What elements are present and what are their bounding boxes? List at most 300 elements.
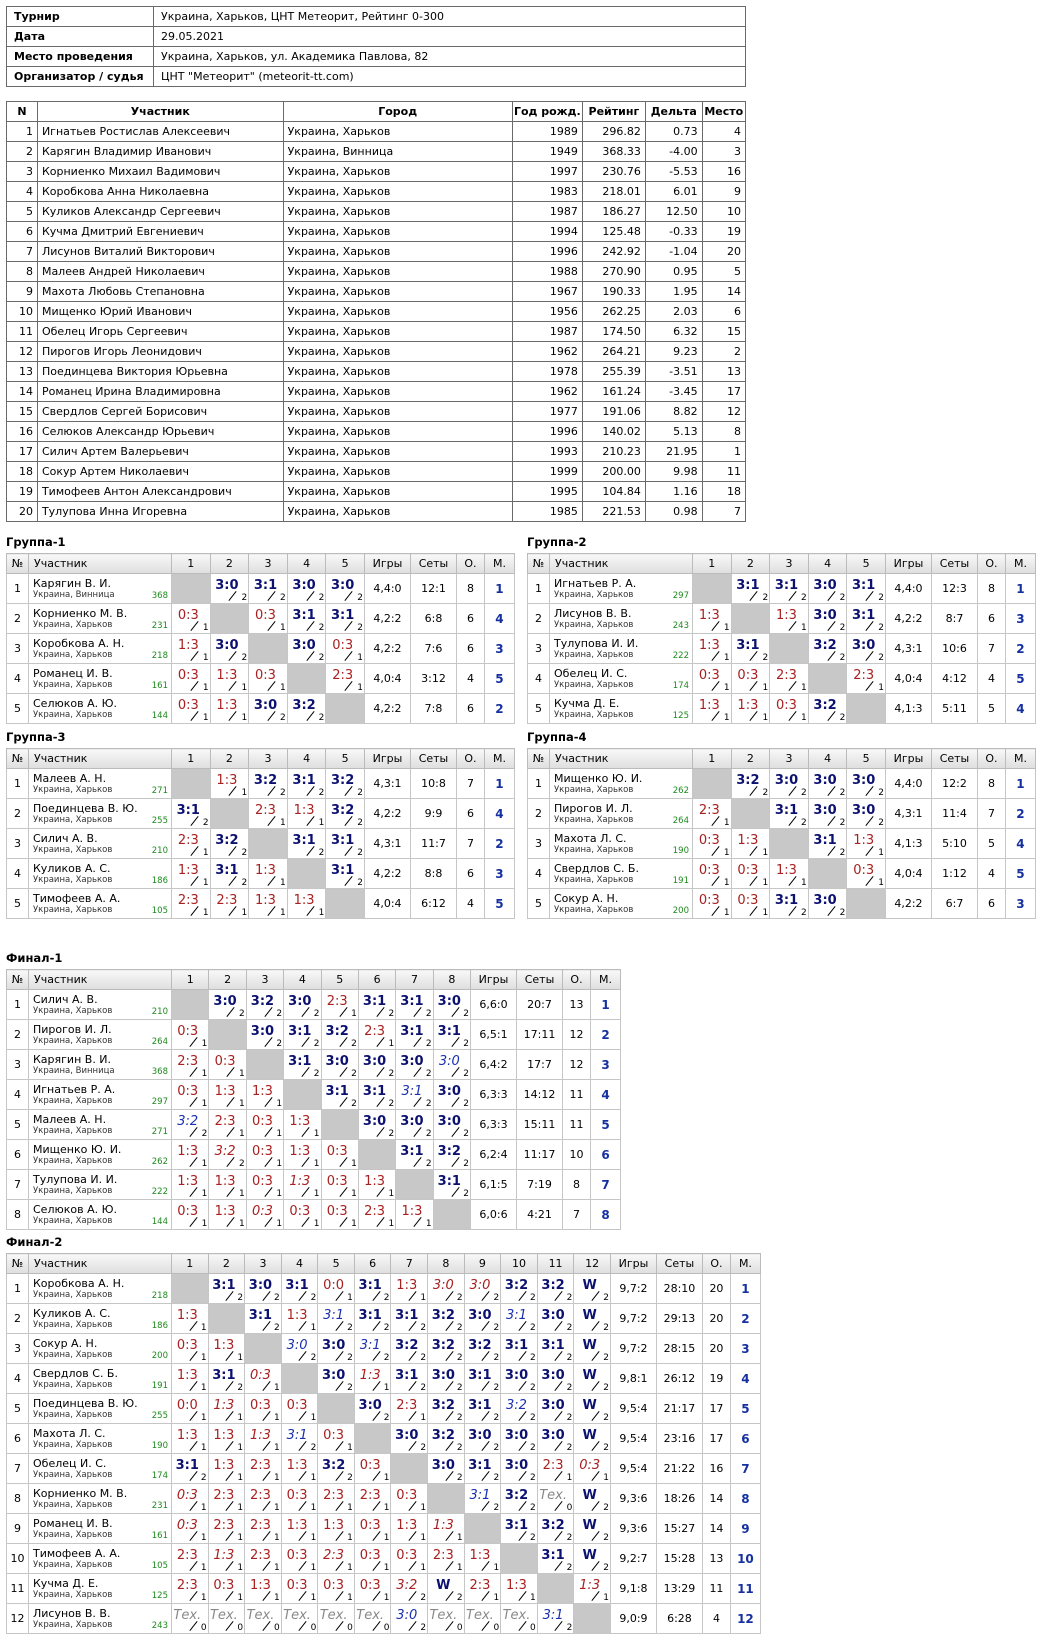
match-result [249,770,287,798]
match-result-cell [464,1394,501,1424]
match-score: 1:3 [737,832,759,848]
match-result [574,1485,610,1513]
match-points: 2 [463,1038,469,1049]
player-name: Малеев А. Н. [33,772,107,785]
match-points: 1 [237,1562,244,1573]
place-cell: 1 [1005,574,1035,604]
row-number: 9 [7,1514,29,1544]
match-points: 2 [351,1098,357,1109]
match-score: 3:2 [321,1457,346,1473]
match-result-cell [246,1140,283,1170]
match-score: 3:2 [506,1397,527,1413]
match-points: 1 [357,682,363,693]
player-rating: 125 [672,711,689,721]
games-cell: 9,7:2 [610,1304,656,1334]
match-score: 0:3 [698,667,720,683]
match-result [326,575,364,603]
match-result [355,1605,391,1633]
table-cell: Украина, Харьков [283,162,512,182]
match-points: 2 [420,1322,427,1333]
player-cell [550,799,693,829]
player-cell [29,1424,172,1454]
match-score: 1:3 [213,1337,235,1353]
match-result-cell [354,1304,391,1334]
match-result-cell [318,1304,355,1334]
points-cell: 6 [977,889,1005,919]
match-points: 2 [347,1472,353,1483]
self-cell [391,1454,428,1484]
match-result-cell [428,1304,465,1334]
match-result-cell [537,1454,574,1484]
table-row [7,222,746,242]
match-score: 0:3 [359,1577,381,1593]
match-result-cell [209,1170,246,1200]
match-result [396,1201,432,1229]
table-cell: 15 [702,322,745,342]
match-result [574,1365,610,1393]
place-cell: 2 [730,1304,760,1334]
match-points: 1 [420,1532,427,1543]
match-result-cell [245,1544,282,1574]
match-result [209,1141,245,1169]
match-points: 1 [241,712,248,723]
match-result-cell [391,1304,428,1334]
table-cell: 1962 [512,382,582,402]
row-number: 2 [7,1020,29,1050]
match-result [211,860,249,888]
match-points: 2 [280,712,286,723]
match-result [172,1201,208,1229]
row-number: 1 [7,990,29,1020]
match-result-cell [464,1274,501,1304]
table-row [7,382,746,402]
match-result [391,1425,427,1453]
match-result [245,1365,281,1393]
table-cell: 12 [7,342,38,362]
table-row [7,362,746,382]
match-points: 2 [318,652,325,663]
row-number: 3 [7,829,29,859]
match-result-cell [172,829,211,859]
points-cell: 8 [977,574,1005,604]
match-score: 2:3 [396,1397,418,1413]
row-number: 7 [7,1454,29,1484]
match-result-cell [501,1364,538,1394]
match-points: 2 [566,1322,573,1333]
column-header: 7 [391,1254,428,1274]
match-points: 0 [274,1622,280,1633]
column-header: Сеты [410,554,456,574]
match-points: 2 [310,1292,317,1303]
self-cell [464,1514,501,1544]
match-result [172,1575,208,1603]
match-points: 1 [241,907,248,918]
match-score: 3:1 [286,1427,308,1443]
match-result [288,830,326,858]
match-score: 3:0 [431,1367,455,1383]
column-header: Участник [29,554,172,574]
table-cell: 1996 [512,242,582,262]
match-points: 1 [200,1412,207,1423]
match-result [322,1141,358,1169]
match-points: 2 [276,1038,283,1049]
table-cell: Малеев Андрей Николаевич [37,262,283,282]
match-points: 2 [425,1098,432,1109]
match-points: 1 [383,1562,390,1573]
match-result-cell [318,1574,355,1604]
match-result [318,1485,354,1513]
match-score: Тех. [209,1607,238,1623]
match-result-cell [245,1514,282,1544]
match-result-cell [847,664,886,694]
match-score: 3:1 [774,577,799,593]
player-cell [550,859,693,889]
player-city: Украина, Харьков [33,1320,113,1330]
match-result [538,1485,574,1513]
table-row [528,859,1036,889]
match-result [538,1305,574,1333]
match-points: 2 [388,1068,395,1079]
match-points: 2 [357,817,363,828]
self-cell [210,604,249,634]
match-result-cell [574,1454,611,1484]
points-cell: 14 [702,1484,730,1514]
match-result-cell [396,1200,433,1230]
column-header: 1 [172,554,211,574]
match-result [809,830,847,858]
match-result-cell [693,829,732,859]
player-rating: 264 [151,1037,168,1047]
match-result [391,1605,427,1633]
table-cell: 125.48 [582,222,645,242]
match-result [247,991,283,1019]
match-result [355,1545,391,1573]
games-cell: 6,3:3 [471,1110,517,1140]
match-points: 1 [347,1502,353,1513]
player-cell [29,1394,172,1424]
match-result [770,575,808,603]
match-result [732,695,770,723]
games-cell: 9,7:2 [610,1274,656,1304]
match-result-cell [172,1334,209,1364]
table-row [7,1604,761,1634]
player-rating: 222 [151,1187,168,1197]
match-points: 2 [603,1502,609,1513]
player-name: Силич А. В. [33,993,98,1006]
match-score: 0:0 [176,1397,198,1413]
table-cell: 5 [702,262,745,282]
table-cell: 10 [7,302,38,322]
player-city: Украина, Харьков [33,1006,113,1016]
match-score: 3:1 [176,802,200,818]
table-row [7,1020,621,1050]
match-result [770,800,808,828]
match-score: 3:0 [468,1307,492,1323]
table-row [7,1544,761,1574]
player-rating: 191 [672,876,689,886]
column-header: 5 [326,749,365,769]
match-result [809,635,847,663]
match-score: 0:3 [737,862,759,878]
match-score: 0:3 [359,1457,381,1473]
column-header: 12 [574,1254,611,1274]
match-result-cell [172,694,211,724]
match-points: 2 [801,907,807,918]
match-score: 3:1 [331,607,355,623]
match-result-cell [354,1394,391,1424]
table-cell: 19 [7,482,38,502]
match-result [209,1275,245,1303]
row-number: 3 [7,1050,29,1080]
match-score: 3:2 [431,1307,455,1323]
table-cell: 242.92 [582,242,645,262]
match-points: 1 [239,1218,245,1229]
match-score: 3:2 [813,637,837,653]
sets-cell: 8:8 [410,859,456,889]
player-cell [550,769,693,799]
match-result [245,1455,281,1483]
table-cell: Романец Ирина Владимировна [37,382,283,402]
match-result-cell [326,769,365,799]
match-score: 3:2 [813,697,837,713]
match-result-cell [172,1110,209,1140]
table-cell: -3.51 [645,362,702,382]
match-points: 2 [237,1382,244,1393]
match-score: Тех. [429,1607,458,1623]
match-result [172,800,210,828]
match-points: 1 [310,1592,317,1603]
match-points: 1 [878,847,884,858]
match-score: 1:3 [177,637,199,653]
match-points: 2 [456,1412,463,1423]
match-points: 1 [351,1158,357,1169]
match-points: 1 [239,1188,245,1199]
place-cell: 3 [484,859,514,889]
match-score: 0:3 [698,892,720,908]
player-name: Игнатьев Р. А. [554,577,637,590]
match-result-cell [245,1274,282,1304]
match-points: 2 [239,1008,245,1019]
match-result-cell [574,1574,611,1604]
match-result [538,1605,574,1633]
match-result-cell [433,1020,470,1050]
match-result-cell [396,990,433,1020]
player-city: Украина, Харьков [33,1186,113,1196]
match-score: 3:0 [541,1367,565,1383]
match-result [172,860,210,888]
player-name: Лисунов В. В. [33,1607,111,1620]
table-cell: Мищенко Юрий Иванович [37,302,283,322]
match-points: 0 [310,1622,317,1633]
table-cell: 4 [7,182,38,202]
match-result [693,665,731,693]
match-score: 1:3 [286,1457,308,1473]
sets-cell: 6:7 [931,889,977,919]
column-header: 4 [808,749,847,769]
table-cell: 218.01 [582,182,645,202]
table-cell: 2 [702,342,745,362]
player-cell [29,829,172,859]
column-header: 4 [281,1254,318,1274]
player-city: Украина, Харьков [33,650,113,660]
match-points: 1 [723,847,730,858]
player-cell [550,664,693,694]
match-score: 1:3 [364,1173,386,1189]
match-points: 1 [313,1218,320,1229]
match-result [465,1275,501,1303]
table-cell: 6.32 [645,322,702,342]
match-result-cell [693,664,732,694]
column-header: 8 [428,1254,465,1274]
games-cell: 6,5:1 [471,1020,517,1050]
sets-cell: 18:26 [656,1484,702,1514]
table-cell: 262.25 [582,302,645,322]
match-score: 0:3 [176,1517,198,1533]
match-result [501,1575,537,1603]
table-row [7,769,515,799]
table-row [7,1424,761,1454]
column-header: 7 [396,970,433,990]
match-score: 1:3 [176,1427,198,1443]
match-result [428,1515,464,1543]
player-rating: 218 [151,651,168,661]
match-result [209,1201,245,1229]
match-points: 1 [237,1412,244,1423]
match-result [396,1111,432,1139]
match-result [574,1575,610,1603]
player-rating: 125 [151,1591,168,1601]
match-result [245,1305,281,1333]
player-cell [29,799,172,829]
match-score: W [582,1307,597,1323]
match-result-cell [246,1080,283,1110]
match-result-cell [731,889,770,919]
match-result-cell [287,574,326,604]
match-points: 2 [839,622,846,633]
match-points: 1 [280,682,286,693]
player-cell [29,990,172,1020]
self-cell [731,799,770,829]
games-cell: 4,1:3 [885,694,931,724]
match-result [322,1051,358,1079]
table-cell: Украина, Харьков [283,402,512,422]
match-result-cell [847,604,886,634]
match-result-cell [574,1394,611,1424]
match-score: 3:1 [253,577,278,593]
table-cell: -0.33 [645,222,702,242]
match-points: 1 [201,1158,208,1169]
place-cell: 1 [591,990,621,1020]
column-header: О. [456,749,484,769]
match-score: 3:1 [468,1367,492,1383]
table-cell: Украина, Харьков [283,442,512,462]
self-cell [172,1274,209,1304]
player-city: Украина, Харьков [33,1620,113,1630]
match-points: 2 [383,1292,390,1303]
self-cell [770,829,809,859]
match-points: 1 [200,1532,207,1543]
match-result [282,1335,318,1363]
match-score: 1:3 [216,697,238,713]
sets-cell: 28:15 [656,1334,702,1364]
games-cell: 4,3:1 [364,829,410,859]
match-score: 3:0 [321,1367,346,1383]
player-name: Романец И. В. [33,1517,113,1530]
match-result-cell [245,1304,282,1334]
self-cell [501,1544,538,1574]
table-cell: 14 [7,382,38,402]
match-result-cell [354,1484,391,1514]
match-result-cell [731,574,770,604]
points-cell: 10 [563,1140,591,1170]
match-result-cell [318,1544,355,1574]
match-points: 1 [347,1442,353,1453]
match-result-cell [172,1544,209,1574]
table-cell: -1.04 [645,242,702,262]
match-score: 0:3 [853,862,875,878]
match-score: 1:3 [289,1143,311,1159]
match-result-cell [326,634,365,664]
column-header: 4 [287,749,326,769]
place-cell: 4 [1005,694,1035,724]
match-result-cell [391,1394,428,1424]
self-cell [358,1140,395,1170]
place-cell: 3 [1005,604,1035,634]
table-cell: Обелец Игорь Сергеевич [37,322,283,342]
points-cell: 6 [456,799,484,829]
player-rating: 105 [151,906,168,916]
table-cell: 9 [702,182,745,202]
place-cell: 5 [484,664,514,694]
sets-cell: 7:6 [410,634,456,664]
match-result-cell [172,799,211,829]
match-points: 2 [383,1322,390,1333]
match-score: 3:1 [774,892,799,908]
match-result [209,1605,245,1633]
column-header: 3 [246,970,283,990]
sets-cell: 11:4 [931,799,977,829]
match-result-cell [358,1050,395,1080]
info-key: Дата [7,27,154,47]
place-cell: 10 [730,1544,760,1574]
info-row [7,47,746,67]
self-cell [284,1080,321,1110]
player-rating: 190 [672,846,689,856]
player-cell [29,1274,172,1304]
match-points: 1 [276,1128,283,1139]
table-row [7,482,746,502]
match-points: 2 [420,1352,427,1363]
match-score: 0:3 [737,667,759,683]
match-points: 2 [456,1592,463,1603]
match-result-cell [281,1454,318,1484]
table-cell: Украина, Харьков [283,262,512,282]
match-result-cell [847,859,886,889]
match-points: 2 [425,1008,432,1019]
table-cell: Украина, Харьков [283,322,512,342]
place-cell: 1 [484,769,514,799]
match-score: 0:3 [326,1173,348,1189]
table-cell: 186.27 [582,202,645,222]
match-points: 2 [347,1322,353,1333]
table-cell: 9 [7,282,38,302]
match-result [247,1171,283,1199]
match-points: 2 [530,1322,536,1333]
match-result-cell [354,1514,391,1544]
match-score: 1:3 [698,637,720,653]
match-result-cell [428,1424,465,1454]
match-result-cell [808,634,847,664]
